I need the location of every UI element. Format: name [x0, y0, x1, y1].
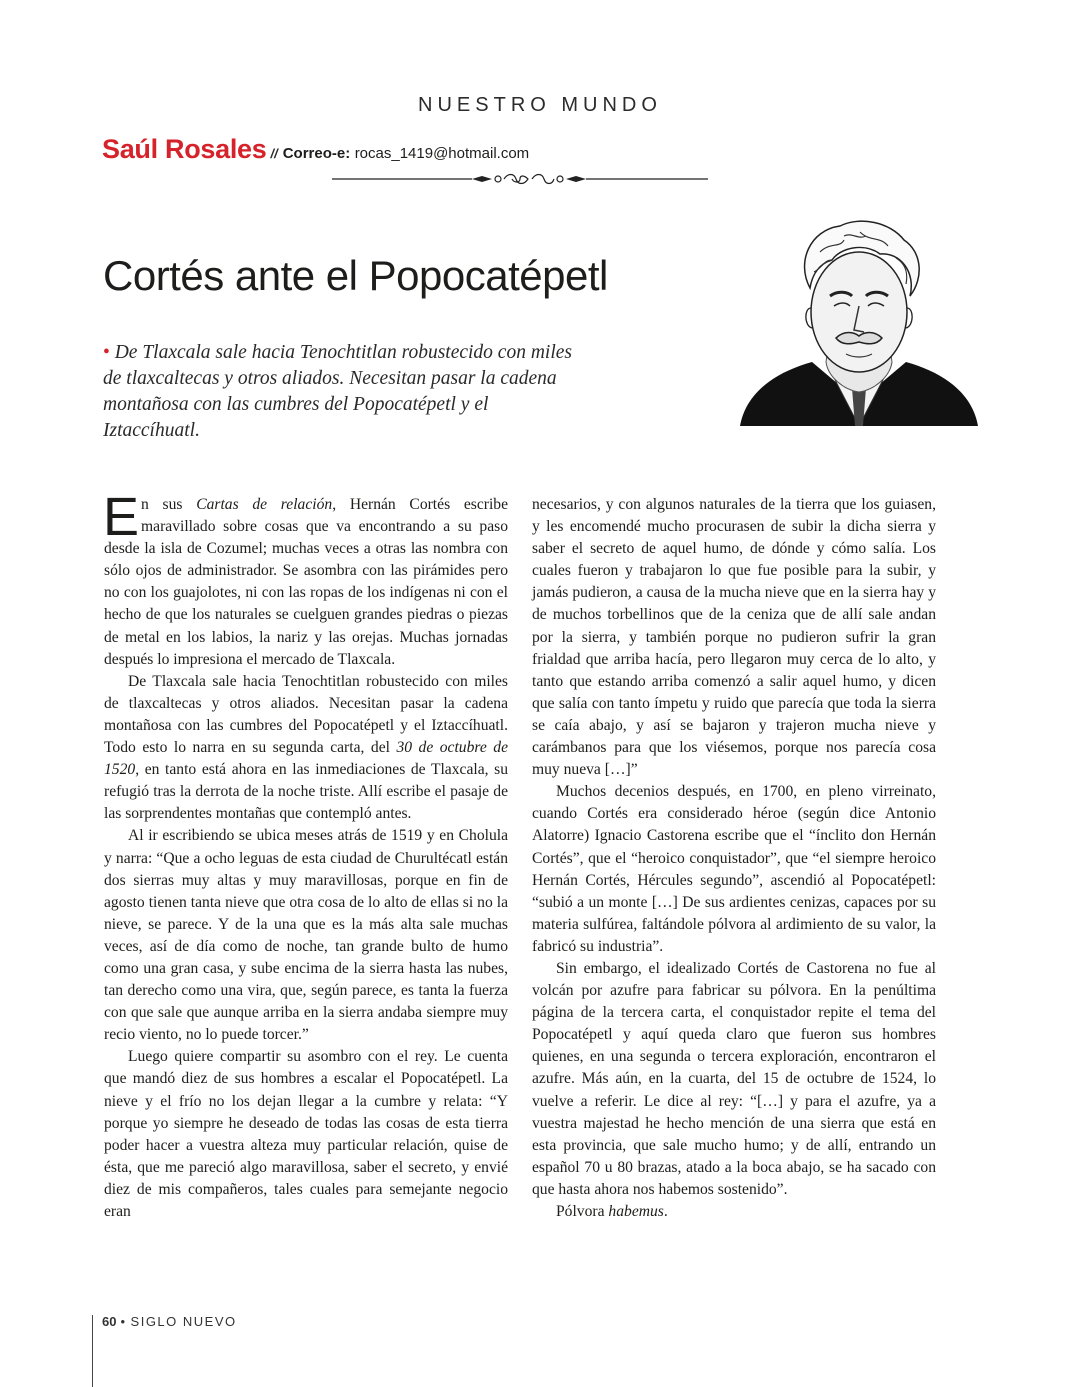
- footer-dot: •: [120, 1314, 127, 1329]
- paragraph-2-text-c: , en tanto está ahora en las inmediaciones de Tlaxcala, su refugió tras la derrota de la noche triste. Allí escribe el pasaje de las sorprendentes montañas que contempló antes.: [104, 761, 508, 823]
- paragraph-7: [532, 1201, 936, 1223]
- author-portrait-illustration: [740, 212, 978, 426]
- section-label: NUESTRO MUNDO: [418, 94, 662, 116]
- paragraph-4: Luego quiere compartir su asombro con el rey. Le cuenta que mandó diez de sus hombres a escalar el Popocatépetl. La nieve y el frío no los dejan llegar a la cumbre y relata: “Y porque yo siempre he deseado de todas las cosas de esta tierra poder hacer a vuestra alteza muy particular relación, quise de ésta, que me pareció algo maravillosa, saber el secreto, y envié diez de mis compañeros, tales cuales para semejante negocio eran: [104, 1048, 508, 1220]
- paragraph-2: [104, 671, 508, 826]
- email-link[interactable]: rocas_1419@hotmail.com: [354, 145, 530, 162]
- author-name: Saúl Rosales: [102, 134, 267, 164]
- footer-rule: [92, 1315, 93, 1387]
- paragraph-1-text-a: n sus: [141, 496, 197, 513]
- page-number: 60: [102, 1314, 117, 1329]
- paragraph-6: Sin embargo, el idealizado Cortés de Castorena no fue al volcán por azufre para fabricar su pólvora. En la penúltima página de la tercera carta, el conquistador repite el tema del Popocatépetl y aquí queda claro que fueron sus hombres quienes, en una segunda o tercera exploración, encontraron el azufre. Más aún, en la cuarta, del 15 de octubre de 1524, lo vuelve a referir. Le dice al rey: “[…] y para el azufre, ya a vuestra majestad he hecho mención de una sierra que está en esta provincia, que sale mucho humo; y de allí, entrando un español 70 u 80 brazas, atado a la boca abajo, se ha sacado con que hasta ahora nos habemos sostenido”.: [532, 959, 936, 1198]
- book-title-italic: Cartas de relación: [196, 496, 333, 513]
- body-column-left: [103, 487, 509, 1223]
- paragraph-1: [103, 487, 508, 671]
- page-footer: [102, 1314, 237, 1329]
- email-label: Correo-e:: [282, 145, 351, 162]
- paragraph-7-text-c: .: [663, 1203, 668, 1220]
- byline-separator: //: [270, 146, 278, 161]
- ornament-divider: [332, 171, 708, 187]
- deck-bullet: •: [103, 342, 110, 363]
- date-italic: 30 de octubre de 1520: [104, 739, 509, 779]
- paragraph-7-text-a: Pólvora: [556, 1203, 609, 1220]
- drop-cap: E: [103, 487, 140, 547]
- latin-italic: habemus: [608, 1203, 664, 1220]
- paragraph-3: Al ir escribiendo se ubica meses atrás de 1519 y en Cholula y narra: “Que a ocho leguas de esta ciudad de Churultécatl están dos sierras muy altas y muy maravillosas, porque en fin de agosto tienen tanta nieve que otra cosa de lo alto de ellas si no la nieve, se parece. Y de la una que es la más alta sale muchas veces, así de día como de noche, tan grande bulto de humo como una gran casa, y sube encima de la sierra hasta las nubes, tan derecho como una vira, que, según parece, es tanta la fuerza con que sale que aunque arriba en la sierra andaba siempre muy recio viento, no lo puede torcer.”: [104, 827, 508, 1044]
- byline: [102, 134, 529, 165]
- deck-text: De Tlaxcala sale hacia Tenochtitlan robustecido con miles de tlaxcaltecas y otros aliados. Necesitan pasar la cadena montañosa con las cumbres del Popocatépetl y el Iztaccíhuatl.: [103, 342, 572, 441]
- paragraph-2-text-a: De Tlaxcala sale hacia Tenochtitlan robustecido con miles de tlaxcaltecas y otros aliados. Necesitan pasar la cadena montañosa con las cumbres del Popocatépetl y el Iztaccíhuatl. Todo esto lo narra en su segunda carta, del: [104, 672, 508, 757]
- paragraph-4-continued: necesarios, y con algunos naturales de la tierra que los guiasen, y les encomendé mucho procurasen de subir la dicha sierra y saber el secreto de aquel humo, de dónde y cómo salía. Los cuales fueron y trabajaron lo que fue posible para la subir, y jamás pudieron, a causa de la mucha nieve que en la sierra hay y de muchos torbellinos que de la ceniza que de allí sale andan por la sierra, y también porque no pudieron sufrir la gran frialdad que arriba hacía, pero llegaron muy cerca de lo alto, y tanto que estando arriba comenzó a salir aquel humo, y dicen que salía con tanto ímpetu y ruido que parecía que toda la sierra se caía abajo, y así se bajaron y trajeron mucha nieve y carámbanos para que los viésemos, porque nos parecía cosa muy nueva […]”: [532, 496, 936, 779]
- paragraph-5: Muchos decenios después, en 1700, en pleno virreinato, cuando Cortés era considerado héroe (según dice Antonio Alatorre) Ignacio Castorena escribe que el “ínclito don Hernán Cortés”, que el “heroico conquistador”, que “el siempre heroico Hernán Cortés, Hércules segundo”, ascendió al Popocatépetl: “subió a un monte […] De sus ardientes cenizas, capaces por su materia sulfúrea, faltándole pólvora al ardimiento de su valor, la fabricó su industria”.: [532, 783, 936, 955]
- paragraph-1-text-c: , Hernán Cortés escribe maravillado sobre cosas que va encontrando a su paso desde la isla de Cozumel; muchas veces a otras las nombra con sólo ojos de administrador. Se asombra con las pirámides pero no con los guajolotes, ni con las ropas de los indígenas ni con el hecho de que los naturales se cuelguen grandes piedras o piezas de metal en los labios, la nariz y las orejas. Muchas jornadas después lo impresiona el mercado de Tlaxcala.: [104, 496, 508, 668]
- article-title: Cortés ante el Popocatépetl: [103, 252, 608, 299]
- article-deck: [103, 340, 573, 444]
- magazine-name: SIGLO NUEVO: [130, 1314, 237, 1329]
- body-column-right: [532, 494, 936, 1223]
